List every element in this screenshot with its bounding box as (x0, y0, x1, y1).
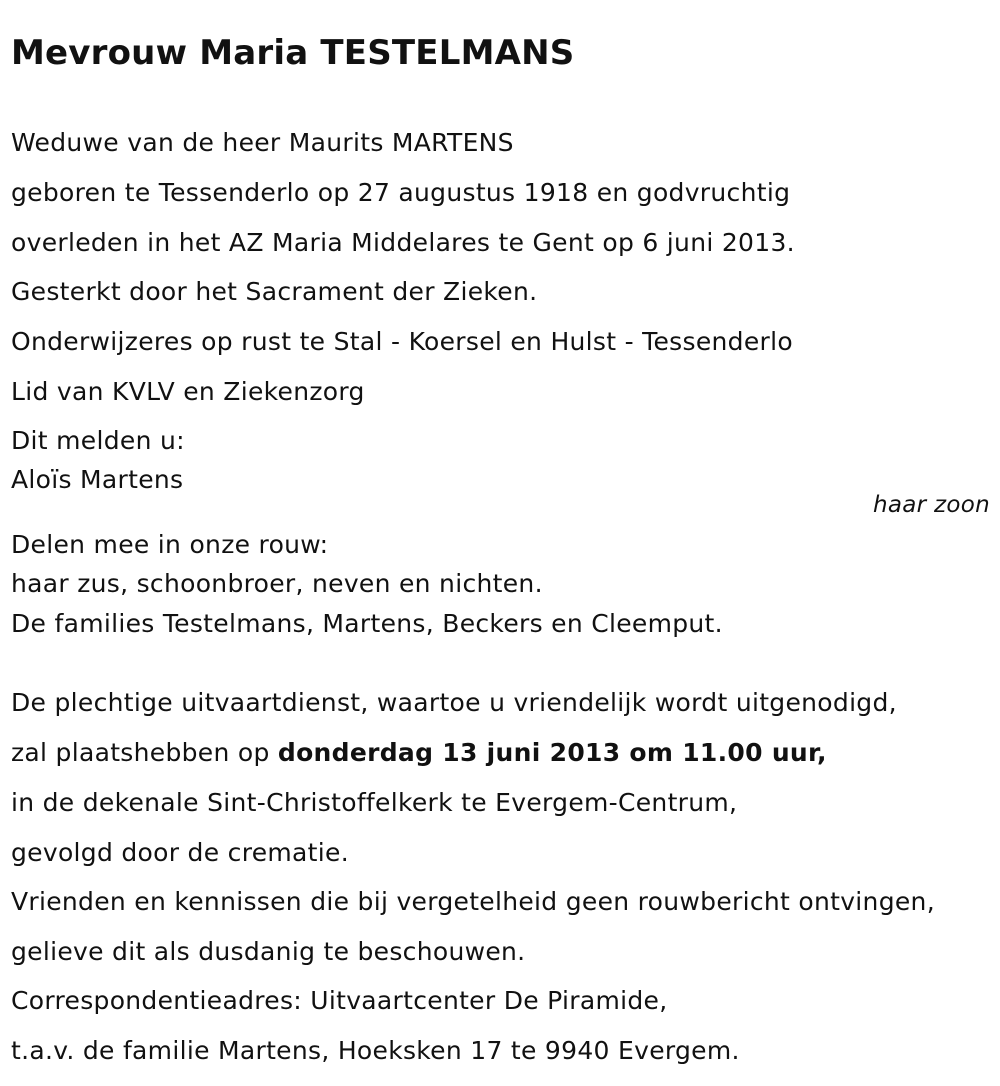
deceased-name-title: Mevrouw Maria TESTELMANS (11, 33, 575, 73)
correspondence-attention-line: t.a.v. de familie Martens, Hoeksken 17 te 9940 Evergem. (11, 1036, 740, 1065)
service-line-date (11, 738, 827, 768)
service-line-cremation: gevolgd door de crematie. (11, 838, 349, 867)
intro-line-widow: Weduwe van de heer Maurits MARTENS (11, 128, 514, 157)
correspondence-address-line: Correspondentieadres: Uitvaartcenter De Piramide, (11, 986, 668, 1015)
intro-line-died: overleden in het AZ Maria Middelares te Gent op 6 juni 2013. (11, 228, 795, 257)
service-date-time: donderdag 13 juni 2013 om 11.00 uur, (277, 738, 827, 767)
announcer-name: Aloïs Martens (11, 465, 184, 494)
service-line-invitation: De plechtige uitvaartdienst, waartoe u vriendelijk wordt uitgenodigd, (11, 688, 897, 717)
mourners-line-family: haar zus, schoonbroer, neven en nichten. (11, 569, 543, 598)
announcer-relation: haar zoon (872, 492, 990, 518)
service-date-prefix: zal plaatshebben op (11, 738, 270, 767)
intro-line-profession: Onderwijzeres op rust te Stal - Koersel en Hulst - Tessenderlo (11, 327, 793, 356)
service-line-church: in de dekenale Sint-Christoffelkerk te Evergem-Centrum, (11, 788, 738, 817)
mourners-line-families: De families Testelmans, Martens, Beckers en Cleemput. (11, 609, 723, 638)
mourners-heading: Delen mee in onze rouw: (11, 530, 329, 559)
announcers-heading: Dit melden u: (11, 426, 185, 455)
intro-line-membership: Lid van KVLV en Ziekenzorg (11, 377, 365, 406)
service-line-consider: gelieve dit als dusdanig te beschouwen. (11, 937, 526, 966)
intro-line-sacrament: Gesterkt door het Sacrament der Zieken. (11, 277, 538, 306)
service-line-friends: Vrienden en kennissen die bij vergetelheid geen rouwbericht ontvingen, (11, 887, 935, 916)
intro-line-born: geboren te Tessenderlo op 27 augustus 1918 en godvruchtig (11, 178, 791, 207)
